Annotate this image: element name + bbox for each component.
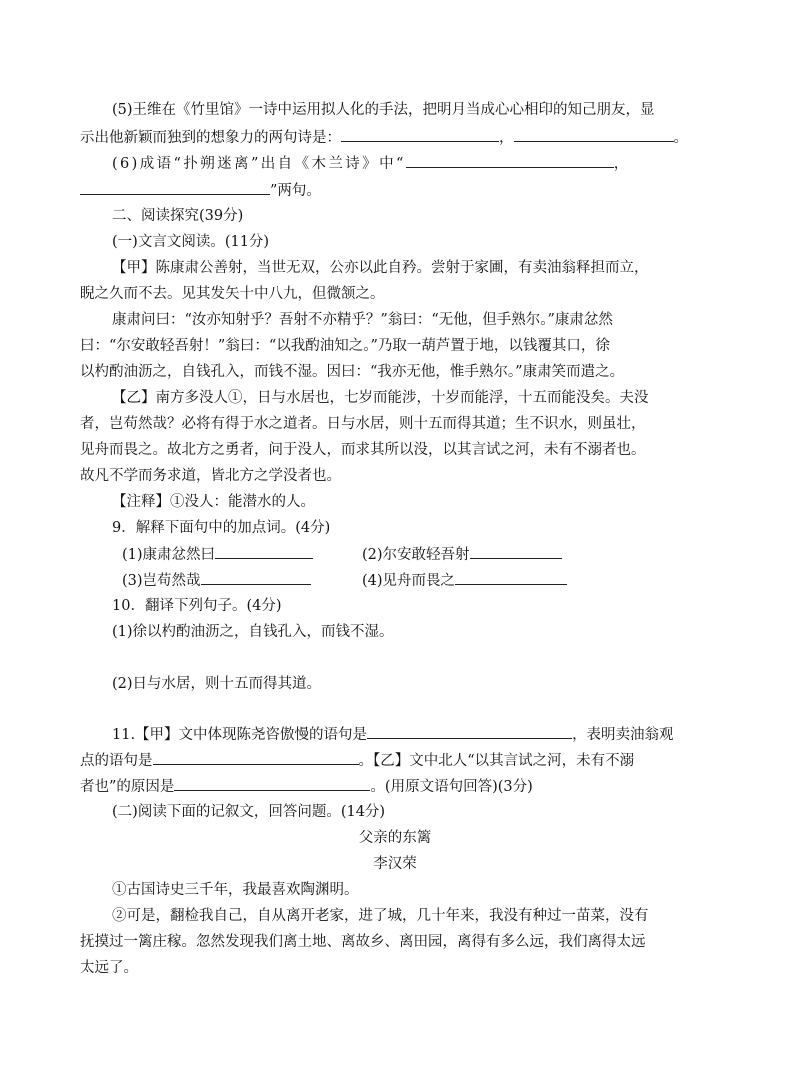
passage-jia-line: 睨之久而不去。见其发矢十中八九，但微颔之。 [80, 286, 385, 302]
passage-jia-line: 【甲】陈康肃公善射，当世无双，公亦以此自矜。尝射于家圃，有卖油翁释担而立， [112, 260, 649, 276]
passage-jia-line: 以杓酌油沥之，自钱孔入，而钱不湿。因曰：“我亦无他，惟手熟尔。”康肃笑而遣之。 [80, 364, 625, 380]
q6-answer-blank-2[interactable] [80, 180, 270, 195]
q9-item-text: (2)尔安敢轻吾射 [362, 547, 470, 563]
q6-answer-blank-1[interactable] [406, 153, 614, 168]
q11-line1 [112, 724, 674, 745]
q11-answer-blank-2[interactable] [153, 750, 359, 765]
q9-answer-blank[interactable] [215, 544, 313, 559]
q9-title: 9．解释下面句中的加点词。(4分) [112, 520, 331, 536]
q9-answer-blank[interactable] [455, 570, 567, 585]
part2-title: (二)阅读下面的记叙文，回答问题。(14分) [112, 804, 386, 820]
q11-answer-blank-3[interactable] [174, 776, 370, 791]
passage-jia-line: 康肃问曰：“汝亦知射乎？吾射不亦精乎？”翁曰：“无他，但手熟尔。”康肃忿然 [112, 312, 613, 328]
q9-item [122, 570, 311, 591]
q10-title: 10．翻译下列句子。(4分) [112, 598, 282, 614]
q11-text-a: 11.【甲】文中体现陈尧咨傲慢的语句是 [112, 727, 368, 743]
article-paragraph-2-line: 太远了。 [80, 960, 138, 976]
q11-text-e: 者也”的原因是 [80, 779, 175, 795]
q9-item [362, 544, 562, 565]
q6-line1 [112, 153, 631, 174]
q5-answer-blank-2[interactable] [514, 127, 674, 142]
q9-answer-blank[interactable] [201, 570, 311, 585]
q6-line1-text: (6)成语“扑朔迷离”出自《木兰诗》中“ [112, 156, 406, 172]
q11-line2 [80, 750, 634, 771]
article-title: 父亲的东篱 [358, 830, 432, 846]
q11-text-c: 点的语句是 [80, 753, 153, 769]
q9-item-text: (3)岂苟然哉 [122, 573, 201, 589]
passage-yi-line: 故凡不学而务求道，皆北方之学没者也。 [80, 468, 341, 484]
q5-comma: ， [499, 130, 514, 146]
q5-line1: (5)王维在《竹里馆》一诗中运用拟人化的手法，把明月当成心心相印的知己朋友，显 [112, 102, 655, 118]
q5-period: 。 [673, 130, 688, 146]
part1-title: (一)文言文阅读。(11分) [112, 234, 270, 250]
q9-item-text: (4)见舟而畏之 [362, 573, 456, 589]
passage-yi-line: 见舟而畏之。故北方之勇者，问于没人，而求其所以没，以其言试之河，未有不溺者也。 [80, 442, 646, 458]
passage-jia-line: 曰：“尔安敢轻吾射！”翁曰：“以我酌油知之。”乃取一葫芦置于地，以钱覆其口，徐 [80, 338, 610, 354]
section2-title: 二、阅读探究(39分) [112, 208, 244, 224]
q6-comma: ， [613, 156, 631, 172]
q6-line2 [80, 180, 321, 201]
q11-text-b: ，表明卖油翁观 [572, 727, 674, 743]
annotation-note: 【注释】①没人：能潜水的人。 [112, 494, 315, 510]
q5-line2-text: 示出他新颖而独到的想象力的两句诗是： [80, 130, 341, 146]
q9-answer-blank[interactable] [470, 544, 562, 559]
q9-item [122, 544, 313, 565]
q9-item-text: (1)康肃忿然曰 [122, 547, 216, 563]
q11-line3 [80, 776, 533, 797]
q10-sentence-1: (1)徐以杓酌油沥之，自钱孔入，而钱不湿。 [112, 624, 394, 640]
q11-answer-blank-1[interactable] [367, 724, 572, 739]
article-paragraph-1: ①古国诗史三千年，我最喜欢陶渊明。 [112, 882, 359, 898]
q5-line2 [80, 127, 688, 148]
article-author: 李汉荣 [373, 856, 417, 872]
q11-text-d: 。【乙】文中北人“以其言试之河，未有不溺 [358, 753, 635, 769]
q10-sentence-2: (2)日与水居，则十五而得其道。 [112, 676, 322, 692]
q6-line2-text: ”两句。 [270, 183, 321, 199]
q11-text-f: 。(用原文语句回答)(3分) [370, 779, 533, 795]
passage-yi-line: 【乙】南方多没人①，日与水居也，七岁而能涉，十岁而能浮，十五而能没矣。夫没 [112, 390, 649, 406]
q5-answer-blank-1[interactable] [341, 127, 499, 142]
article-paragraph-2-line: ②可是，翻检我自己，自从离开老家，进了城，几十年来，我没有种过一苗菜，没有 [112, 908, 649, 924]
q9-item [362, 570, 567, 591]
article-paragraph-2-line: 抚摸过一篱庄稼。忽然发现我们离土地、离故乡、离田园，离得有多么远，我们离得太远 [80, 934, 646, 950]
passage-yi-line: 者，岂苟然哉？必将有得于水之道者。日与水居，则十五而得其道；生不识水，则虽壮， [80, 416, 646, 432]
